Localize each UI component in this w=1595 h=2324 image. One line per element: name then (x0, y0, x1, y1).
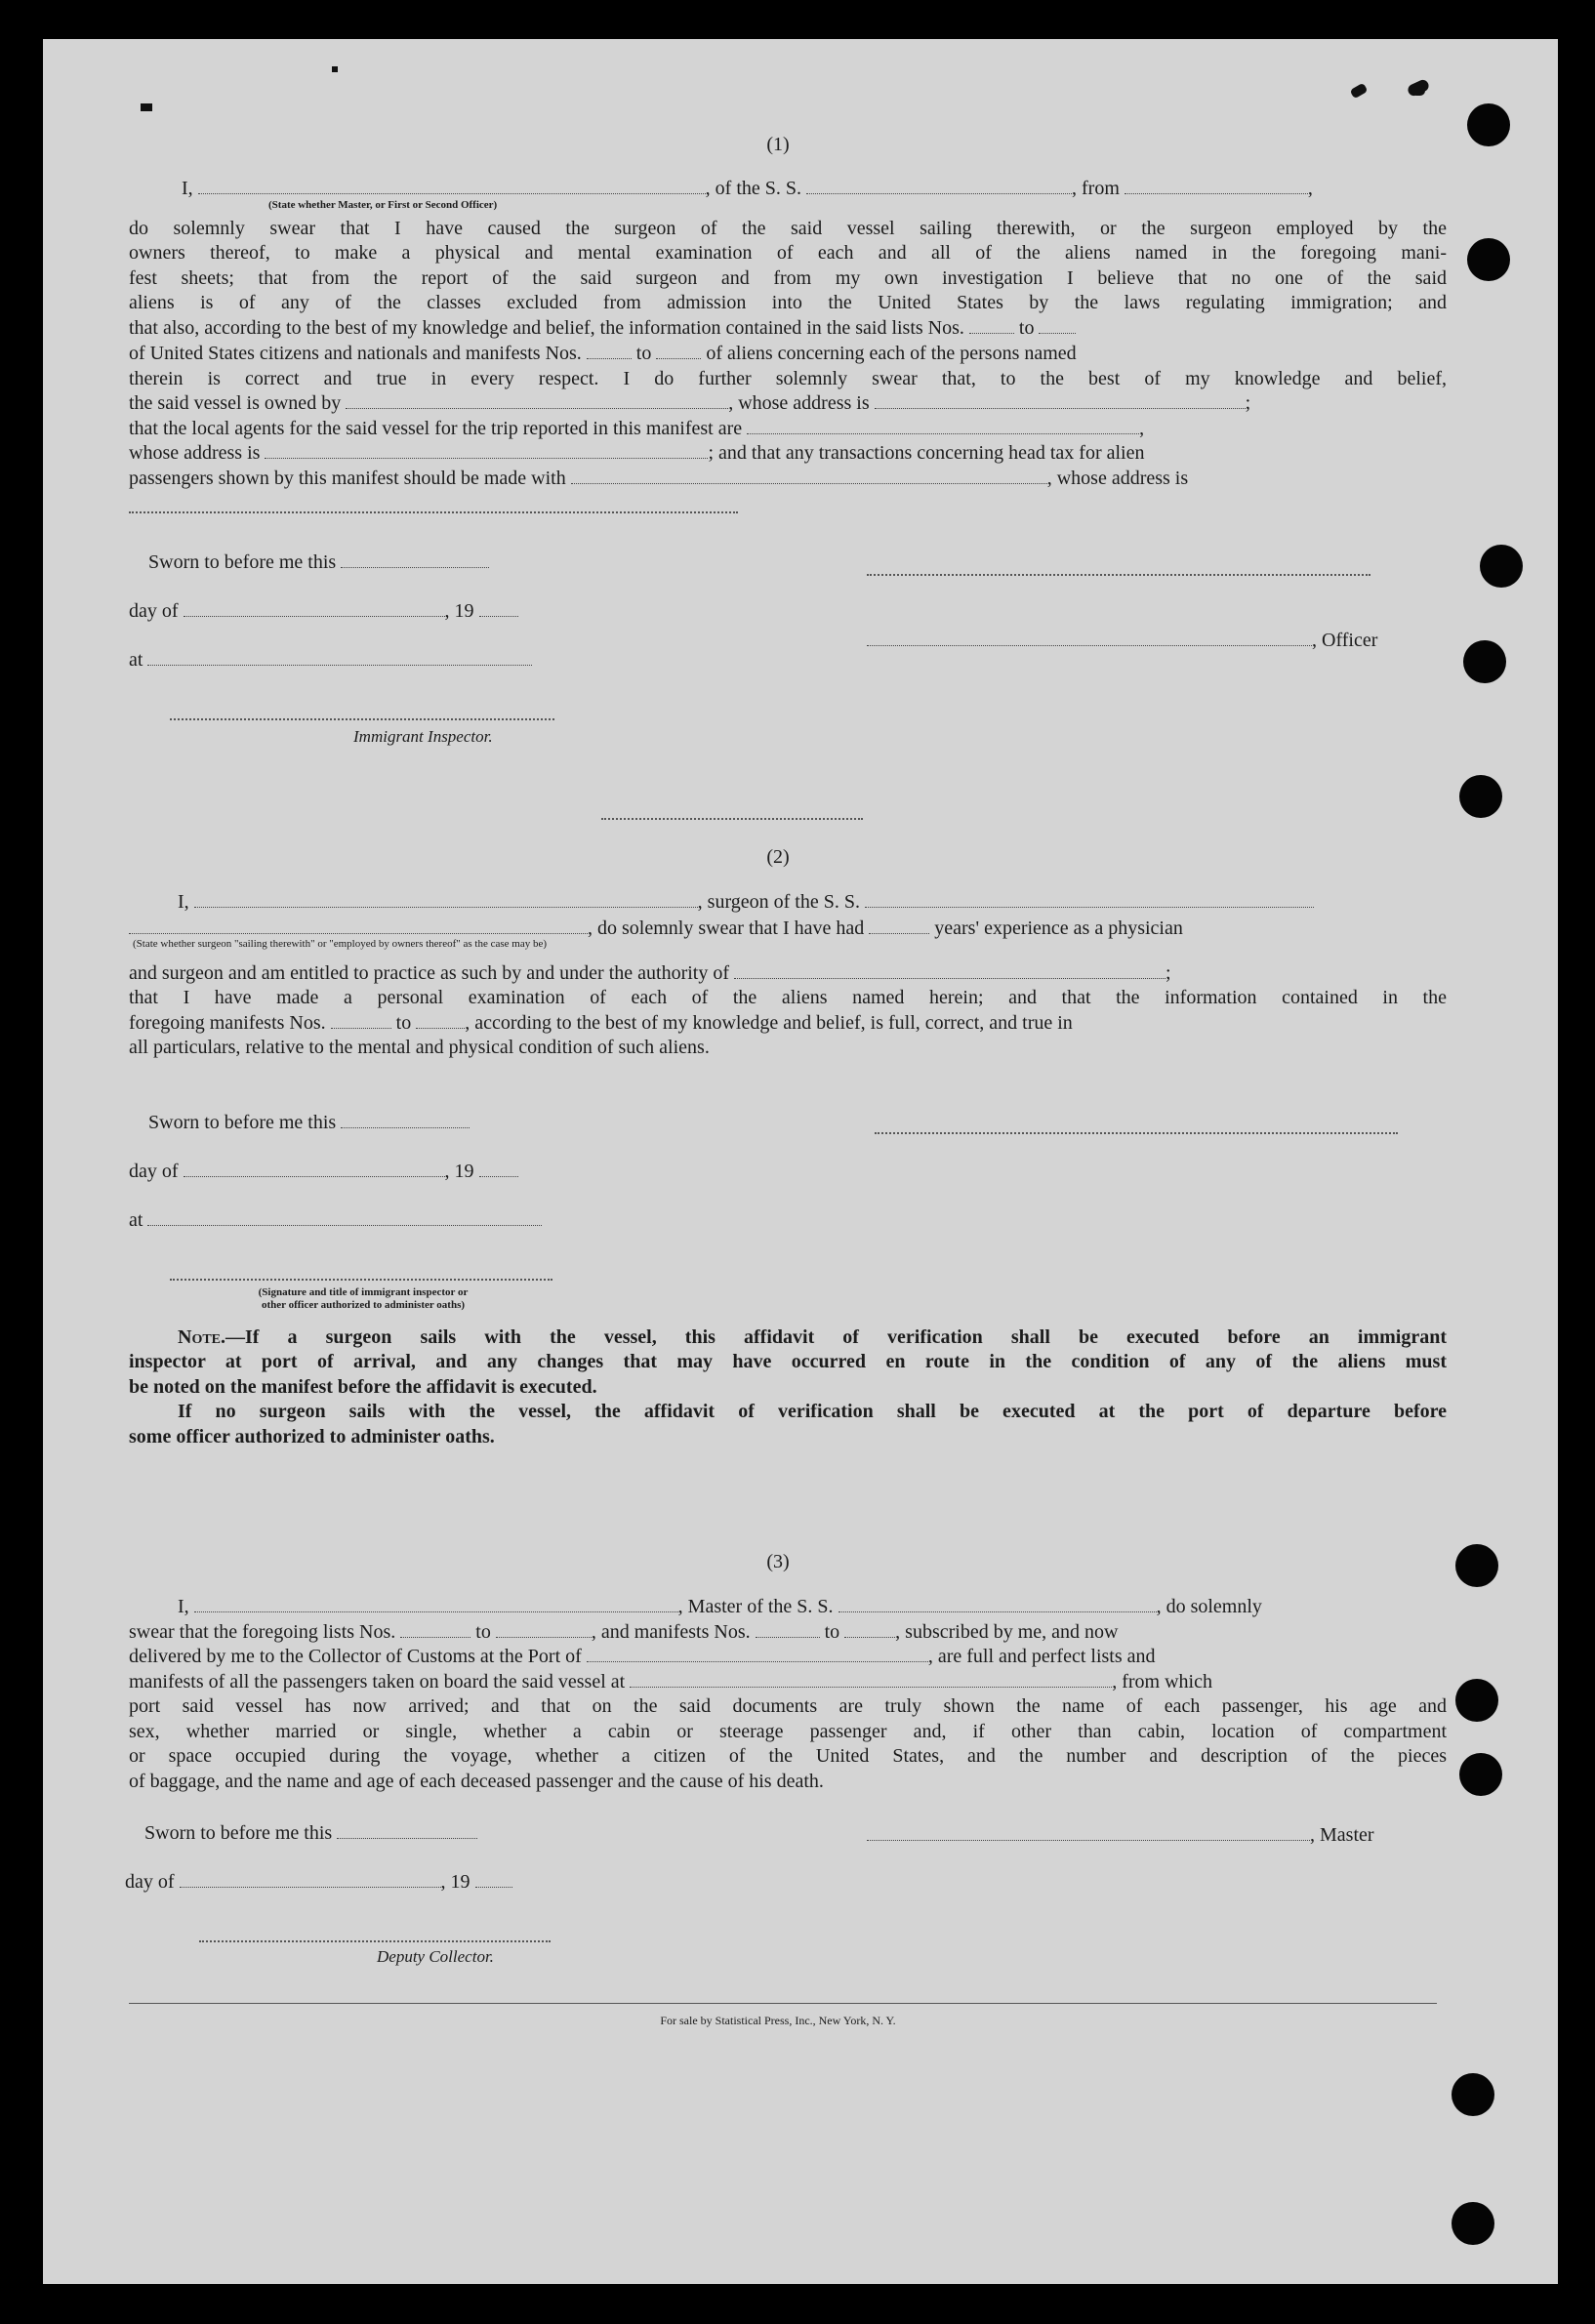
signature-line (875, 1132, 1398, 1134)
punch-hole (1459, 775, 1502, 818)
punch-hole (1459, 1753, 1502, 1796)
inspector-label: Immigrant Inspector. (353, 727, 493, 746)
oath-line: I, , surgeon of the S. S. (178, 890, 1314, 915)
punch-hole (1480, 545, 1523, 588)
oath-line: the said vessel is owned by , whose address is ; (129, 392, 1251, 414)
inspector-signature-line (170, 1279, 552, 1281)
at-line: at (129, 648, 532, 673)
field-caption: (State whether Master, or First or Second Officer) (268, 199, 498, 211)
oath-line: of United States citizens and nationals and manifests Nos. to of aliens concerning each of the persons named (129, 343, 1077, 364)
oath-line: passengers shown by this manifest should be made with , whose address is (129, 468, 1189, 489)
punch-hole (1463, 640, 1506, 683)
oath-line: therein is correct and true in every respect. I do further solemnly swear that, to the best of my knowledge and belief, (129, 368, 1447, 389)
day-of-line: day of , 19 (129, 599, 518, 624)
master-line: , Master (867, 1823, 1374, 1848)
oath-line: whose address is ; and that any transactions concerning head tax for alien (129, 442, 1145, 464)
sworn-line: Sworn to before me this (148, 1111, 470, 1135)
officer-top-line (867, 574, 1370, 576)
oath-line: I, , of the S. S. , from , (182, 178, 1313, 199)
ink-blot (141, 103, 152, 111)
collector-signature-line (199, 1940, 551, 1942)
punch-hole (1452, 2073, 1494, 2116)
oath-line: that also, according to the best of my knowledge and belief, the information contained in the said lists Nos. to (129, 316, 1076, 341)
at-line: at (129, 1208, 542, 1233)
printer-footer: For sale by Statistical Press, Inc., New York, N. Y. (660, 2014, 896, 2027)
note-label: Note. (178, 1326, 226, 1348)
oath-line: , do solemnly swear that I have had years' experience as a physician (129, 917, 1183, 941)
oath-line: foregoing manifests Nos. to , according to the best of my knowledge and belief, is full, correct, and true in (129, 1012, 1073, 1034)
ink-blot (332, 66, 338, 72)
ink-blot (1411, 86, 1425, 96)
day-of-line: day of , 19 (129, 1160, 518, 1184)
section-number: (3) (766, 1551, 790, 1572)
oath-line: manifests of all the passengers taken on board the said vessel at , from which (129, 1671, 1212, 1692)
punch-hole (1455, 1679, 1498, 1722)
inspector-signature-line (170, 718, 554, 720)
oath-line: all particulars, relative to the mental and physical condition of such aliens. (129, 1037, 710, 1058)
sworn-line: Sworn to before me this (148, 550, 489, 575)
section-separator (601, 818, 863, 820)
collector-label: Deputy Collector. (377, 1947, 494, 1966)
section-number: (1) (766, 134, 790, 155)
field-caption: (State whether surgeon "sailing therewith" or "employed by owners thereof" as the case may be) (133, 938, 548, 950)
oath-line: that the local agents for the said vessel for the trip reported in this manifest are , (129, 418, 1145, 439)
oath-line: that I have made a personal examination of each of the aliens named herein; and that the information contained in the (129, 987, 1447, 1008)
sworn-line: Sworn to before me this (144, 1821, 477, 1846)
manifest-verification-page: (1) I, , of the S. S. , from , (State whether Master, or First or Second Officer) do solemnly swear that I have caused the surgeon of the said vessel sailing therewith, or the surgeon employed by the owners thereof, to make a physical and mental examination of each and all of the aliens named in the foregoing mani- fest sheets; that from the report of the said surgeon and from my own investigation I believe that no one of the said aliens is of any of the classes excluded from admission into the United States by the laws regulating immigration; and that also, according to the best of my knowledge and belief, the information contained in the said lists Nos. to of United States citizens and nationals and manifests Nos. to of aliens concerning each of the persons named therein is correct and true in every respect. I do further solemnly swear that, to the best of my knowledge and belief, the said vessel is owned by , whose address is ; that the local agents for the said vessel for the trip reported in this manifest are , whose address is ; and that any transactions concerning head tax for alien passengers shown by this manifest should be made with , whose address is Sworn to before me this day of , 19 at Immigrant Inspector. , Officer (2) I, , surgeon of the S. S. , do solemnly swear that I have had years' experience as a physician (State whether surgeon "sailing therewith" or "employed by owners thereof" as the case may be) and surgeon and am entitled to practice as such by and under the authority of ; that I have made a personal examination of each of the aliens named herein; and that the information contained in the foregoing manifests Nos. to , according to the best of my knowledge and belief, is full, correct, and true in all particulars, relative to the mental and physical condition of such aliens. Sworn to before me this day of , 19 at (Signature and title of immigrant inspector or other officer authorized to administer oaths) Note.—If a surgeon sails with the vessel, this affidavit of verification shall be executed before an immigrant inspector at port of arrival, and any changes that may have occurred en route in the condition of any of the aliens must be noted on the manifest before the affidavit is executed. If no surgeon sails with the vessel, the affidavit of verification shall be executed at the port of departure before some officer authorized to administer oaths. (3) I, , Master of the S. S. , do solemnly swear that the foregoing lists Nos. to , and manifests Nos. to , subscribed by me, and now delivered by me to the Collector of Customs at the Port of , are full and perfect lists and manifests of all the passengers taken on board the said vessel at , from which port said vessel has now arrived; and that on the said documents are truly shown the name of each passenger, his age and sex, whether married or single, whether a cabin or steerage passenger and, if other than cabin, location of compartment or space occupied during the voyage, whether a citizen of the United States, and the number and description of the pieces of baggage, and the name and age of each deceased passenger and the cause of his death. Sworn to before me this , Master day of , 19 Deputy Collector. For sale by Statistical Press, Inc., New York, N. Y. (43, 39, 1558, 2284)
oath-line: swear that the foregoing lists Nos. to , and manifests Nos. to , subscribed by me, and now (129, 1621, 1119, 1643)
punch-hole (1452, 2202, 1494, 2245)
signature-caption: (Signature and title of immigrant inspector or other officer authorized to administer oaths) (258, 1286, 469, 1311)
day-of-line: day of , 19 (125, 1870, 512, 1895)
section-number: (2) (766, 846, 790, 868)
officer-line: , Officer (867, 629, 1377, 653)
punch-hole (1467, 238, 1510, 281)
oath-line: delivered by me to the Collector of Customs at the Port of , are full and perfect lists and (129, 1646, 1156, 1667)
oath-line: I, , Master of the S. S. , do solemnly (178, 1596, 1262, 1617)
footer-rule (129, 2003, 1437, 2004)
ink-blot (1350, 83, 1369, 100)
signature-line (129, 511, 738, 513)
oath-line: and surgeon and am entitled to practice as such by and under the authority of ; (129, 962, 1171, 984)
